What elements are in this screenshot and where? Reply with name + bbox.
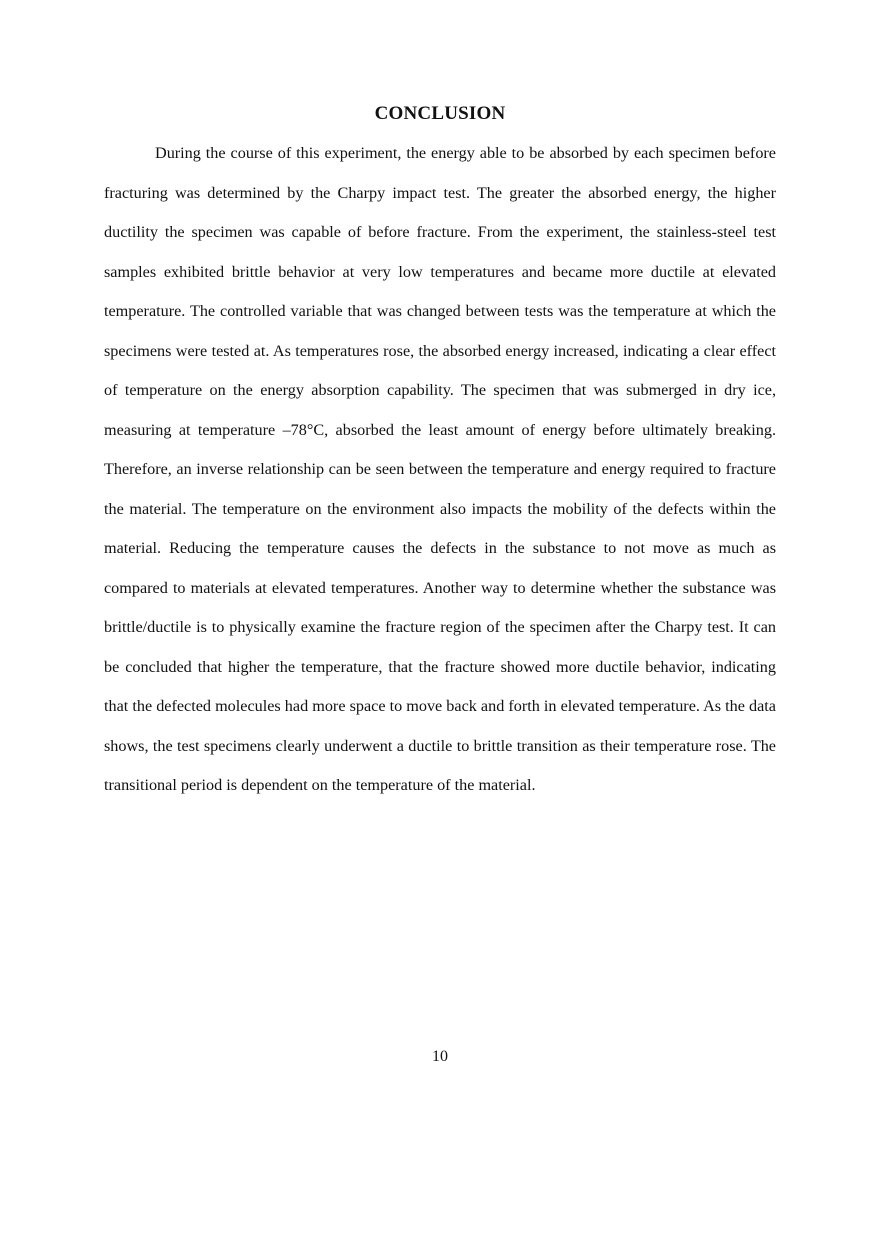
- conclusion-paragraph: During the course of this experiment, the energy able to be absorbed by each specimen before fracturing was determined by the Charpy impact test. The greater the absorbed energy, the higher ductility the specimen was capable of before fracture. From the experiment, the stainless-steel test samples exhibited brittle behavior at very low temperatures and became more ductile at elevated temperature. The controlled variable that was changed between tests was the temperature at which the specimens were tested at. As temperatures rose, the absorbed energy increased, indicating a clear effect of temperature on the energy absorption capability. The specimen that was submerged in dry ice, measuring at temperature –78°C, absorbed the least amount of energy before ultimately breaking. Therefore, an inverse relationship can be seen between the temperature and energy required to fracture the material. The temperature on the environment also impacts the mobility of the defects within the material. Reducing the temperature causes the defects in the substance to not move as much as compared to materials at elevated temperatures. Another way to determine whether the substance was brittle/ductile is to physically examine the fracture region of the specimen after the Charpy test. It can be concluded that higher the temperature, that the fracture showed more ductile behavior, indicating that the defected molecules had more space to move back and forth in elevated temperature. As the data shows, the test specimens clearly underwent a ductile to brittle transition as their temperature rose. The transitional period is dependent on the temperature of the material.: [104, 144, 776, 794]
- section-heading: CONCLUSION: [374, 103, 506, 124]
- page-number: 10: [432, 1048, 448, 1065]
